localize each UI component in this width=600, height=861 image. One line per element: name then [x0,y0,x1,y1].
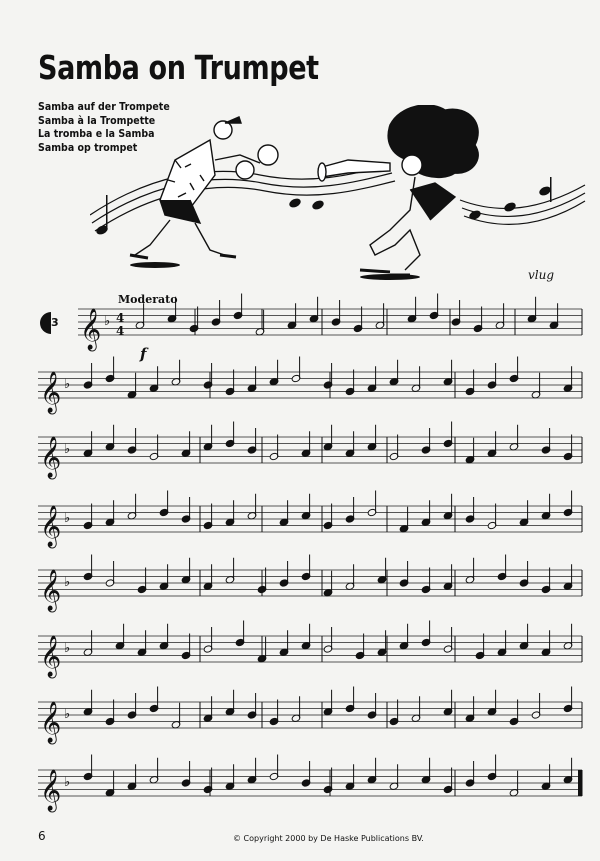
dynamic-marking: f [140,345,147,363]
page-title: Samba on Trumpet [38,48,319,87]
copyright-notice: © Copyright 2000 by De Haske Publications BV. [233,834,424,843]
key-signature-flat: ♭ [64,442,71,457]
key-signature-flat: ♭ [64,641,71,656]
subtitle-german: Samba auf der Trompete [38,100,170,113]
key-signature-flat: ♭ [64,575,71,590]
treble-clef: 𝄞 [40,372,62,413]
treble-clef: 𝄞 [40,770,62,811]
treble-clef: 𝄞 [40,437,62,478]
treble-clef: 𝄞 [80,309,102,350]
time-signature-top: 4 [116,311,125,325]
final-barline [578,770,582,796]
key-signature-flat: ♭ [64,707,71,722]
subtitle-italian: La tromba e la Samba [38,127,155,140]
subtitle-french: Samba à la Trompette [38,113,156,127]
treble-clef: 𝄞 [40,636,62,677]
tempo-marking: Moderato [118,293,178,306]
time-signature-bottom: 4 [116,324,125,338]
treble-clef: 𝄞 [40,506,62,547]
page-number: 6 [38,829,46,843]
treble-clef: 𝄞 [40,702,62,743]
illustrator-signature: vlug [528,268,555,282]
cd-track-number: 3 [51,316,59,329]
key-signature-flat: ♭ [64,775,71,790]
key-signature-flat: ♭ [64,511,71,526]
key-signature-flat: ♭ [64,377,71,392]
subtitle-dutch: Samba op trompet [38,140,138,154]
key-signature-flat: ♭ [104,314,111,329]
treble-clef: 𝄞 [40,570,62,611]
